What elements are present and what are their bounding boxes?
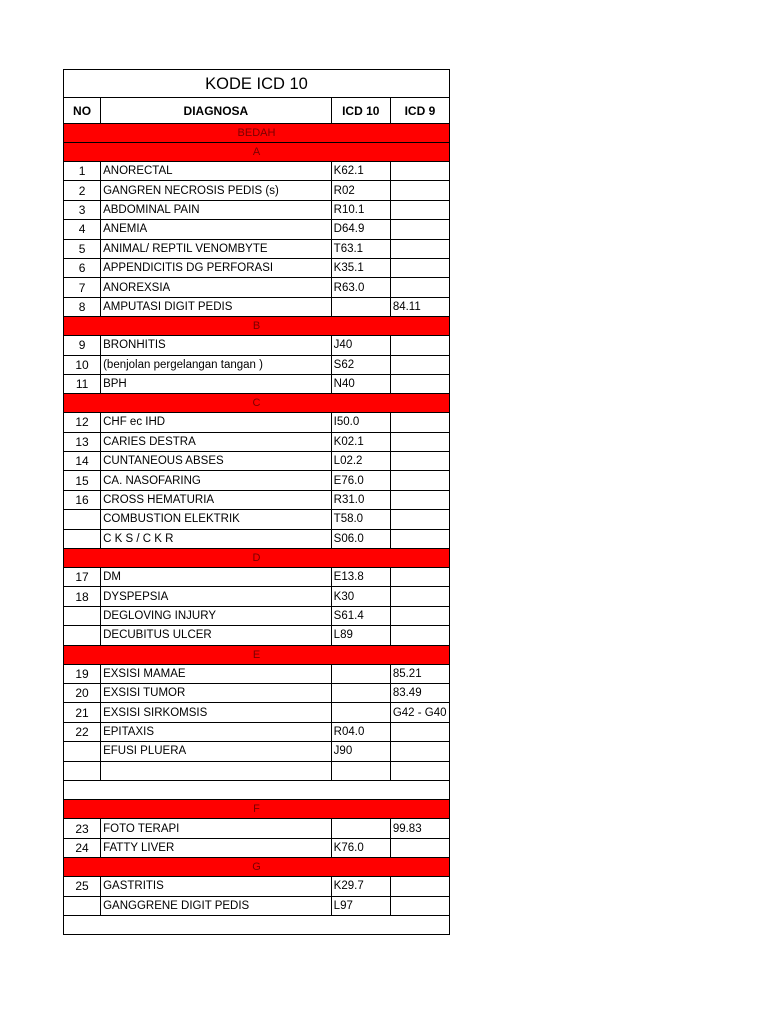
icd10-cell: E76.0	[331, 471, 390, 490]
section-label: B	[64, 317, 450, 336]
header-row	[64, 98, 450, 124]
icd10-cell: L97	[331, 896, 390, 915]
no-cell: 10	[64, 355, 101, 374]
no-cell: 23	[64, 819, 101, 838]
table-body	[64, 70, 450, 935]
diagnosa-cell: ABDOMINAL PAIN	[101, 200, 332, 219]
icd9-cell	[390, 568, 449, 587]
diagnosa-cell: CHF ec IHD	[101, 413, 332, 432]
icd9-cell	[390, 877, 449, 896]
icd10-cell: R04.0	[331, 722, 390, 741]
section-label: A	[64, 143, 450, 162]
diagnosa-cell: GANGREN NECROSIS PEDIS (s)	[101, 181, 332, 200]
table-row	[64, 529, 450, 548]
icd10-cell	[331, 664, 390, 683]
no-cell: 21	[64, 703, 101, 722]
diagnosa-cell: FATTY LIVER	[101, 838, 332, 857]
diagnosa-cell: EXSISI TUMOR	[101, 683, 332, 702]
icd10-cell: K76.0	[331, 838, 390, 857]
icd10-cell: R63.0	[331, 278, 390, 297]
blank-cell	[64, 915, 450, 934]
diagnosa-cell: DM	[101, 568, 332, 587]
diagnosa-cell: AMPUTASI DIGIT PEDIS	[101, 297, 332, 316]
icd9-cell	[390, 742, 449, 761]
table-row	[64, 587, 450, 606]
table-row	[64, 239, 450, 258]
icd10-cell: K02.1	[331, 432, 390, 451]
diagnosa-cell: DECUBITUS ULCER	[101, 626, 332, 645]
diagnosa-cell: CA. NASOFARING	[101, 471, 332, 490]
no-cell: 19	[64, 664, 101, 683]
icd10-cell: S06.0	[331, 529, 390, 548]
page-title: KODE ICD 10	[64, 70, 450, 98]
section-row	[64, 858, 450, 877]
section-label: G	[64, 858, 450, 877]
section-row	[64, 549, 450, 568]
table-row	[64, 181, 450, 200]
no-cell: 9	[64, 336, 101, 355]
table-row	[64, 664, 450, 683]
table-row	[64, 510, 450, 529]
table-row	[64, 297, 450, 316]
icd10-cell: T63.1	[331, 239, 390, 258]
table-row	[64, 877, 450, 896]
no-cell	[64, 761, 101, 780]
table-row	[64, 162, 450, 181]
no-cell: 24	[64, 838, 101, 857]
icd9-cell	[390, 220, 449, 239]
icd9-cell	[390, 529, 449, 548]
table-row	[64, 568, 450, 587]
icd9-cell	[390, 162, 449, 181]
table-row	[64, 819, 450, 838]
no-cell: 25	[64, 877, 101, 896]
icd9-cell	[390, 838, 449, 857]
header-icd10: ICD 10	[331, 98, 390, 124]
table-row	[64, 200, 450, 219]
no-cell: 4	[64, 220, 101, 239]
icd10-cell: J40	[331, 336, 390, 355]
table-row	[64, 258, 450, 277]
icd9-cell	[390, 490, 449, 509]
icd10-cell: L89	[331, 626, 390, 645]
table-row	[64, 761, 450, 780]
table-row	[64, 896, 450, 915]
diagnosa-cell: CARIES DESTRA	[101, 432, 332, 451]
no-cell: 17	[64, 568, 101, 587]
icd10-cell: D64.9	[331, 220, 390, 239]
table-row	[64, 355, 450, 374]
diagnosa-cell: ANIMAL/ REPTIL VENOMBYTE	[101, 239, 332, 258]
icd9-cell	[390, 510, 449, 529]
diagnosa-cell: EXSISI MAMAE	[101, 664, 332, 683]
no-cell: 7	[64, 278, 101, 297]
table-row	[64, 722, 450, 741]
section-row	[64, 124, 450, 143]
icd10-cell: J90	[331, 742, 390, 761]
icd9-cell	[390, 896, 449, 915]
diagnosa-cell: CUNTANEOUS ABSES	[101, 452, 332, 471]
icd10-cell: R31.0	[331, 490, 390, 509]
table-row	[64, 471, 450, 490]
icd10-cell	[331, 297, 390, 316]
section-row	[64, 645, 450, 664]
header-icd9: ICD 9	[390, 98, 449, 124]
section-label: D	[64, 549, 450, 568]
icd9-cell	[390, 471, 449, 490]
icd9-cell	[390, 355, 449, 374]
table-row	[64, 413, 450, 432]
icd9-cell	[390, 761, 449, 780]
blank-cell	[64, 780, 450, 799]
no-cell: 18	[64, 587, 101, 606]
icd10-cell: K29.7	[331, 877, 390, 896]
table-row	[64, 838, 450, 857]
icd9-cell: 84.11	[390, 297, 449, 316]
table-row	[64, 703, 450, 722]
icd10-cell	[331, 703, 390, 722]
no-cell: 20	[64, 683, 101, 702]
diagnosa-cell: ANORECTAL	[101, 162, 332, 181]
diagnosa-cell: APPENDICITIS DG PERFORASI	[101, 258, 332, 277]
table-row	[64, 278, 450, 297]
icd9-cell	[390, 181, 449, 200]
header-no: NO	[64, 98, 101, 124]
diagnosa-cell: DEGLOVING INJURY	[101, 606, 332, 625]
no-cell: 11	[64, 374, 101, 393]
diagnosa-cell: GASTRITIS	[101, 877, 332, 896]
table-row	[64, 490, 450, 509]
table-row	[64, 683, 450, 702]
no-cell: 5	[64, 239, 101, 258]
icd9-cell: 85.21	[390, 664, 449, 683]
table-row	[64, 336, 450, 355]
section-label: E	[64, 645, 450, 664]
icd9-cell	[390, 722, 449, 741]
diagnosa-cell: FOTO TERAPI	[101, 819, 332, 838]
header-diagnosa: DIAGNOSA	[101, 98, 332, 124]
icd10-cell: N40	[331, 374, 390, 393]
section-label: C	[64, 394, 450, 413]
icd10-cell: R02	[331, 181, 390, 200]
no-cell	[64, 510, 101, 529]
icd9-cell	[390, 336, 449, 355]
no-cell: 15	[64, 471, 101, 490]
icd9-cell	[390, 200, 449, 219]
icd9-cell	[390, 587, 449, 606]
table-row	[64, 606, 450, 625]
section-row	[64, 143, 450, 162]
icd9-cell	[390, 606, 449, 625]
diagnosa-cell	[101, 761, 332, 780]
diagnosa-cell: EPITAXIS	[101, 722, 332, 741]
icd10-cell: L02.2	[331, 452, 390, 471]
icd9-cell	[390, 452, 449, 471]
diagnosa-cell: ANOREXSIA	[101, 278, 332, 297]
no-cell: 13	[64, 432, 101, 451]
icd9-cell: G42 - G40	[390, 703, 449, 722]
icd10-cell	[331, 819, 390, 838]
section-row	[64, 394, 450, 413]
no-cell: 14	[64, 452, 101, 471]
icd10-cell: R10.1	[331, 200, 390, 219]
diagnosa-cell: ANEMIA	[101, 220, 332, 239]
diagnosa-cell: (benjolan pergelangan tangan )	[101, 355, 332, 374]
no-cell	[64, 626, 101, 645]
diagnosa-cell: EFUSI PLUERA	[101, 742, 332, 761]
no-cell: 3	[64, 200, 101, 219]
no-cell: 2	[64, 181, 101, 200]
diagnosa-cell: C K S / C K R	[101, 529, 332, 548]
icd9-cell	[390, 413, 449, 432]
diagnosa-cell: CROSS HEMATURIA	[101, 490, 332, 509]
icd9-cell	[390, 432, 449, 451]
no-cell	[64, 529, 101, 548]
section-label: BEDAH	[64, 124, 450, 143]
icd9-cell	[390, 278, 449, 297]
icd10-cell: S62	[331, 355, 390, 374]
icd9-cell	[390, 239, 449, 258]
diagnosa-cell: EXSISI SIRKOMSIS	[101, 703, 332, 722]
icd9-cell	[390, 374, 449, 393]
table-row	[64, 220, 450, 239]
blank-row	[64, 915, 450, 934]
icd10-cell: K35.1	[331, 258, 390, 277]
icd10-cell: T58.0	[331, 510, 390, 529]
no-cell: 22	[64, 722, 101, 741]
no-cell: 12	[64, 413, 101, 432]
diagnosa-cell: COMBUSTION ELEKTRIK	[101, 510, 332, 529]
blank-row	[64, 780, 450, 799]
table-row	[64, 374, 450, 393]
no-cell: 16	[64, 490, 101, 509]
no-cell	[64, 742, 101, 761]
icd9-cell	[390, 258, 449, 277]
icd10-cell: K62.1	[331, 162, 390, 181]
icd10-cell: I50.0	[331, 413, 390, 432]
section-row	[64, 800, 450, 819]
icd9-cell: 83.49	[390, 683, 449, 702]
no-cell: 8	[64, 297, 101, 316]
icd10-cell	[331, 683, 390, 702]
no-cell	[64, 606, 101, 625]
no-cell	[64, 896, 101, 915]
icd9-cell	[390, 626, 449, 645]
section-label: F	[64, 800, 450, 819]
icd10-cell	[331, 761, 390, 780]
icd10-cell: K30	[331, 587, 390, 606]
diagnosa-cell: BRONHITIS	[101, 336, 332, 355]
diagnosa-cell: BPH	[101, 374, 332, 393]
icd-code-table	[63, 69, 450, 935]
diagnosa-cell: DYSPEPSIA	[101, 587, 332, 606]
icd9-cell: 99.83	[390, 819, 449, 838]
diagnosa-cell: GANGGRENE DIGIT PEDIS	[101, 896, 332, 915]
icd10-cell: S61.4	[331, 606, 390, 625]
title-row	[64, 70, 450, 98]
table-row	[64, 626, 450, 645]
no-cell: 6	[64, 258, 101, 277]
table-row	[64, 742, 450, 761]
table-row	[64, 452, 450, 471]
section-row	[64, 317, 450, 336]
icd10-cell: E13.8	[331, 568, 390, 587]
table-row	[64, 432, 450, 451]
no-cell: 1	[64, 162, 101, 181]
